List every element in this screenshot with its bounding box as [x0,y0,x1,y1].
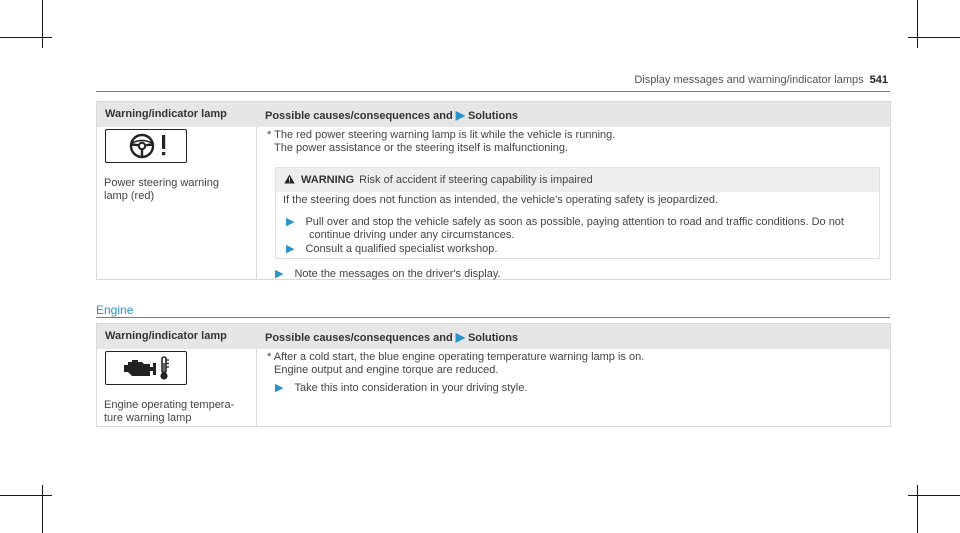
crop-mark [42,485,43,533]
step-text: Note the messages on the driver's display. [294,268,501,280]
warning-title-row [284,174,593,186]
column-header-causes-text: Possible causes/consequences and [265,110,453,122]
cause-note [267,351,644,377]
warning-box [275,167,880,259]
page-number: 541 [869,74,888,86]
cause-note-line: The power assistance or the steering itself is malfunctioning. [274,142,569,154]
crop-mark [917,485,918,533]
lamp-label [104,399,234,425]
lamp-label [104,177,219,203]
cause-note-line: * The red power steering warning lamp is lit while the vehicle is running. [267,129,616,141]
play-triangle-icon: ▶ [275,268,284,280]
warning-title: Risk of accident if steering capability is impaired [359,174,593,186]
section-title-text: Engine [96,303,134,317]
header-text [634,74,888,86]
cause-note-line: * After a cold start, the blue engine operating temperature warning lamp is on. [267,351,645,363]
column-header-lamp: Warning/indicator lamp [105,108,227,120]
play-triangle-icon: ▶ [275,382,284,394]
lamp-label-line: Power steering warning [104,177,219,189]
crop-mark [917,0,918,48]
warning-header [276,168,879,192]
lamp-label-line: ture warning lamp [104,412,192,424]
header-title: Display messages and warning/indicator lamps [634,74,864,86]
step-text: Take this into consideration in your driving style. [294,382,528,394]
crop-mark [908,37,960,38]
crop-mark [0,37,52,38]
step-item [275,268,501,281]
play-triangle-icon: ▶ [286,216,295,228]
lamp-label-line: lamp (red) [104,190,155,202]
column-divider [256,349,257,426]
engine-table [96,323,891,427]
table-body [97,349,890,426]
cause-note-line: Engine output and engine torque are reduced. [274,364,499,376]
table-header [97,102,890,127]
column-header-lamp: Warning/indicator lamp [105,330,227,342]
engine-temperature-icon [105,351,187,385]
play-triangle-icon: ▶ [455,330,465,344]
lamp-label-line: Engine operating tempera- [104,399,235,411]
warning-text: If the steering does not function as intended, the vehicle's operating safety is jeopardized. [283,194,719,206]
crop-mark [0,495,52,496]
steering-wheel-exclamation-icon [105,129,187,163]
step-text: Pull over and stop the vehicle safely as soon as possible, paying attention to road and traffic conditions. Do not [305,216,844,228]
step-item [286,216,844,242]
cause-note [267,129,615,155]
step-item [275,382,527,395]
step-text: Consult a qualified specialist workshop. [305,243,498,255]
running-header [96,73,890,92]
power-steering-table [96,101,891,280]
crop-mark [908,495,960,496]
column-header-causes [265,330,518,344]
column-divider [256,127,257,279]
column-header-causes-text: Possible causes/consequences and [265,332,453,344]
table-body [97,127,890,279]
column-header-causes [265,108,518,122]
table-header [97,324,890,349]
column-header-solutions-text: Solutions [467,332,519,344]
play-triangle-icon: ▶ [455,108,465,122]
column-header-solutions-text: Solutions [467,110,519,122]
play-triangle-icon: ▶ [286,243,295,255]
step-item [286,243,497,256]
warning-triangle-icon [284,174,295,184]
warning-label: WARNING [301,174,355,186]
step-text-continued: continue driving under any circumstances. [309,229,515,241]
crop-mark [42,0,43,48]
section-title-engine [96,303,890,318]
